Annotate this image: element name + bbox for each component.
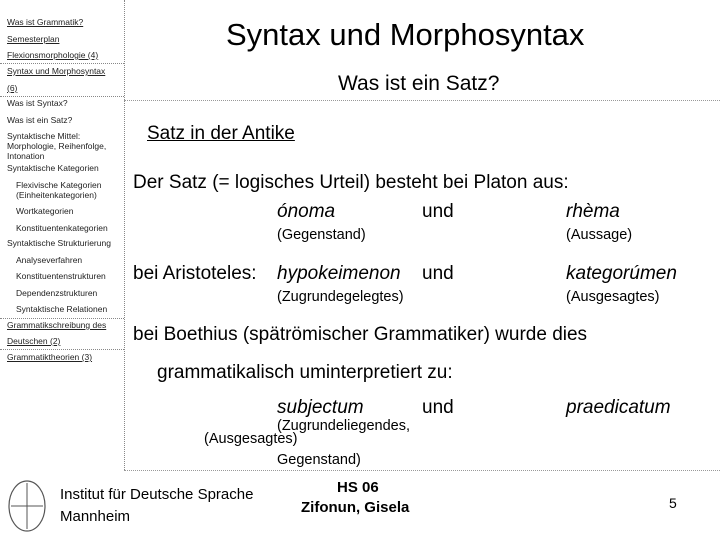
aristoteles-term-kategorumen: kategorúmen bbox=[566, 263, 677, 284]
nav-link-syntax-morphosyntax[interactable]: Syntax und Morphosyntax bbox=[7, 66, 106, 76]
ids-logo bbox=[6, 479, 48, 533]
nav-link-grammatikschreibung-deutschen[interactable]: Deutschen (2) bbox=[7, 336, 61, 346]
sidebar-nav bbox=[0, 0, 125, 470]
nav-link-dependenzstrukturen[interactable]: Dependenzstrukturen bbox=[16, 288, 98, 298]
aristoteles-und: und bbox=[422, 263, 454, 284]
nav-link-syntaktische-kategorien[interactable]: Syntaktische Kategorien bbox=[7, 163, 99, 173]
nav-link-konstituentenstrukturen[interactable]: Konstituentenstrukturen bbox=[16, 271, 106, 281]
aristoteles-intro: bei Aristoteles: bbox=[133, 263, 257, 284]
platon-term-rhema: rhèma bbox=[566, 201, 620, 222]
platon-term-onoma: ónoma bbox=[277, 201, 336, 222]
nav-separator bbox=[0, 318, 124, 319]
author-name: Zifonun, Gisela bbox=[301, 499, 410, 516]
boethius-term-subjectum: subjectum bbox=[277, 397, 364, 418]
nav-link-flexionsmorphologie[interactable]: Flexionsmorphologie (4) bbox=[7, 50, 99, 60]
platon-und: und bbox=[422, 201, 454, 222]
platon-gloss-gegenstand: (Gegenstand) bbox=[277, 227, 366, 243]
nav-link-wortkategorien[interactable]: Wortkategorien bbox=[16, 206, 74, 216]
nav-link-analyseverfahren[interactable]: Analyseverfahren bbox=[16, 255, 83, 265]
boethius-gloss-ausgesagtes: (Ausgesagtes) bbox=[204, 431, 298, 447]
page-number: 5 bbox=[669, 495, 677, 511]
nav-link-syntaktische-mittel[interactable]: Syntaktische Mittel: Morphologie, Reihenfolge, Intonation bbox=[7, 131, 107, 161]
institute-line-1: Institut für Deutsche Sprache bbox=[60, 486, 254, 503]
slide-title: Syntax und Morphosyntax bbox=[226, 17, 585, 52]
section-heading: Satz in der Antike bbox=[147, 123, 295, 144]
boethius-line-2: grammatikalisch uminterpretiert zu: bbox=[157, 362, 453, 383]
nav-link-flexivische-kategorien[interactable]: Flexivische Kategorien (Einheitenkategorien) bbox=[16, 180, 102, 200]
nav-link-semesterplan[interactable]: Semesterplan bbox=[7, 34, 60, 44]
aristoteles-gloss-zugrundegelegtes: (Zugrundegelegtes) bbox=[277, 289, 404, 305]
nav-link-grammatiktheorien[interactable]: Grammatiktheorien (3) bbox=[7, 352, 93, 362]
boethius-und: und bbox=[422, 397, 454, 418]
platon-intro: Der Satz (= logisches Urteil) besteht bei Platon aus: bbox=[133, 172, 569, 193]
aristoteles-gloss-ausgesagtes: (Ausgesagtes) bbox=[566, 289, 660, 305]
course-id: HS 06 bbox=[337, 479, 379, 496]
footer-separator bbox=[124, 470, 720, 471]
header-separator bbox=[124, 100, 720, 101]
institute-name bbox=[60, 484, 253, 528]
boethius-term-praedicatum: praedicatum bbox=[566, 397, 671, 418]
boethius-gloss-gegenstand: Gegenstand) bbox=[277, 452, 361, 468]
nav-separator bbox=[0, 349, 124, 350]
platon-gloss-aussage: (Aussage) bbox=[566, 227, 633, 243]
institute-line-2: Mannheim bbox=[60, 508, 131, 525]
nav-link-syntaktische-relationen[interactable]: Syntaktische Relationen bbox=[16, 304, 108, 314]
nav-link-was-ist-grammatik[interactable]: Was ist Grammatik? bbox=[7, 17, 84, 27]
nav-link-konstituentenkategorien[interactable]: Konstituentenkategorien bbox=[16, 223, 108, 233]
nav-separator bbox=[0, 96, 124, 97]
boethius-line-1: bei Boethius (spätrömischer Grammatiker) wurde dies bbox=[133, 324, 588, 345]
nav-link-syntaktische-strukturierung[interactable]: Syntaktische Strukturierung bbox=[7, 238, 111, 248]
nav-link-was-ist-ein-satz[interactable]: Was ist ein Satz? bbox=[7, 115, 73, 125]
nav-link-syntax-morphosyntax-count[interactable]: (6) bbox=[7, 83, 18, 93]
nav-separator bbox=[0, 63, 124, 64]
boethius-gloss-zugrundeliegendes: (Zugrundeliegendes, bbox=[277, 418, 411, 434]
slide-subtitle: Was ist ein Satz? bbox=[338, 72, 500, 95]
nav-link-was-ist-syntax[interactable]: Was ist Syntax? bbox=[7, 98, 68, 108]
aristoteles-term-hypokeimenon: hypokeimenon bbox=[277, 263, 401, 284]
nav-link-grammatikschreibung[interactable]: Grammatikschreibung des bbox=[7, 320, 107, 330]
